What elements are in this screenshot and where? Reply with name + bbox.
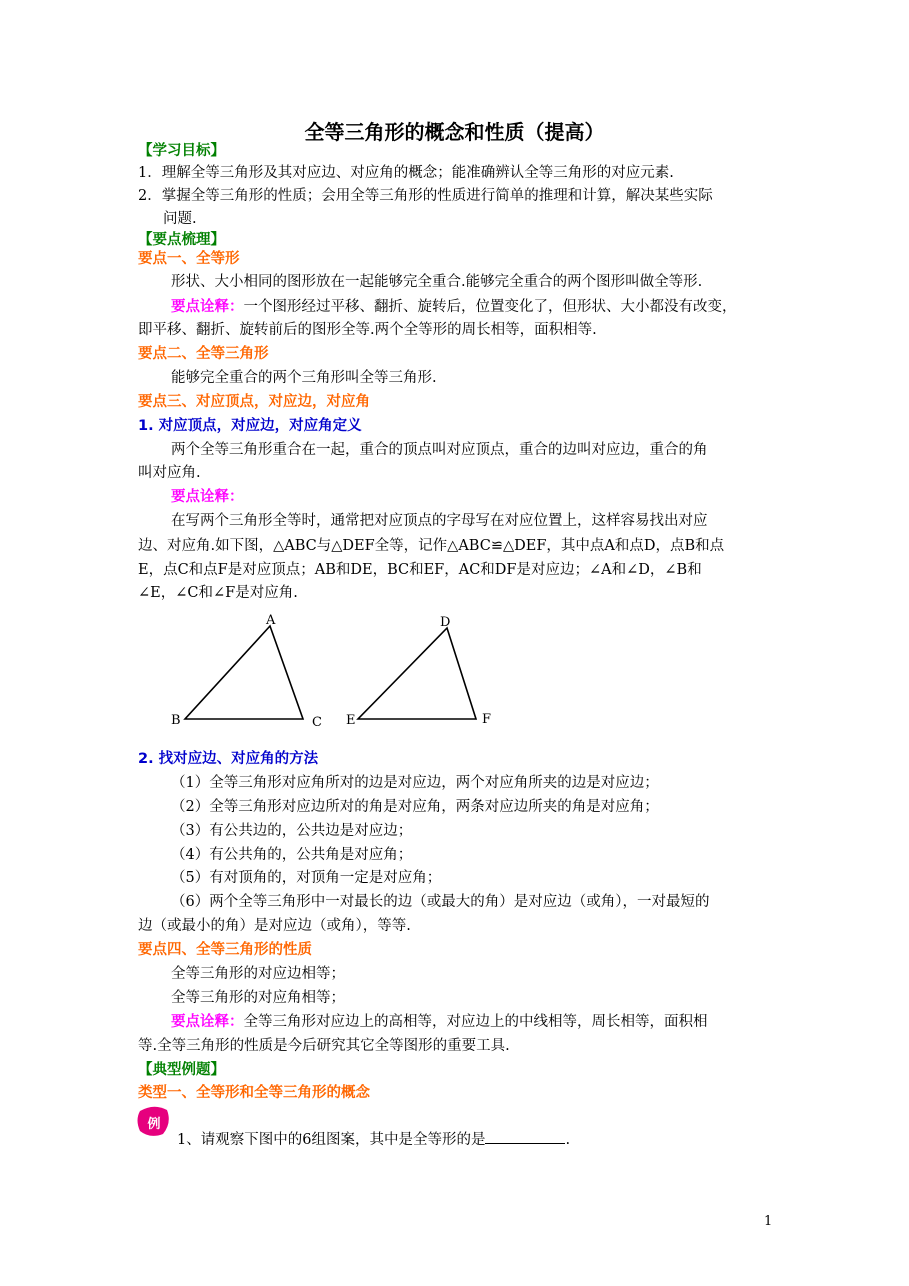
key-point-4-line-1: 全等三角形的对应边相等； (171, 966, 345, 982)
key-point-3-note-line-2: 边、对应角.如下图，△ABC与△DEF全等，记作△ABC≌△DEF，其中点A和点D，点B和点 (138, 538, 725, 554)
vertex-label-a: A (266, 613, 276, 628)
example-1-end: . (565, 1132, 571, 1148)
key-point-3-subtitle-1: 1. 对应顶点，对应边，对应角定义 (138, 418, 362, 434)
page-title: 全等三角形的概念和性质（提高） (304, 120, 605, 144)
key-point-1-note-text: 一个图形经过平移、翻折、旋转后，位置变化了，但形状、大小都没有改变， (243, 299, 737, 315)
objective-2-line-2: 问题. (163, 211, 197, 227)
vertex-label-e: E (346, 713, 356, 728)
congruent-triangles-figure (160, 606, 510, 736)
note-label: 要点诠释： (171, 299, 244, 315)
triangle-abc (185, 626, 303, 719)
method-2: （2）全等三角形对应边所对的角是对应角，两条对应边所夹的角是对应角； (171, 799, 659, 815)
method-6-line-1: （6）两个全等三角形中一对最长的边（或最大的角）是对应边（或角），一对最短的 (171, 894, 710, 910)
method-4: （4）有公共角的，公共角是对应角； (171, 847, 413, 863)
key-point-1-note-line-2: 即平移、翻折、旋转前后的图形全等.两个全等形的周长相等，面积相等. (138, 322, 597, 338)
method-3: （3）有公共边的，公共边是对应边； (171, 823, 413, 839)
key-point-4-note-line-2: 等.全等三角形的性质是今后研究其它全等图形的重要工具. (138, 1038, 510, 1054)
objective-1: 1．理解全等三角形及其对应边、对应角的概念；能准确辨认全等三角形的对应元素. (138, 165, 674, 181)
key-point-3-note-label: 要点诠释： (171, 489, 244, 505)
key-point-3-note-line-3: E，点C和点F是对应顶点；AB和DE，BC和EF，AC和DF是对应边；∠A和∠D，∠B和 (138, 562, 702, 578)
key-point-3-definition-line-1: 两个全等三角形重合在一起，重合的顶点叫对应顶点，重合的边叫对应边，重合的角 (171, 442, 708, 458)
example-1-text: 1、请观察下图中的6组图案，其中是全等形的是 (177, 1132, 486, 1148)
page-number: 1 (764, 1214, 773, 1229)
method-6-line-2: 边（或最小的角）是对应边（或角），等等. (138, 918, 411, 934)
key-point-3-note-line-1: 在写两个三角形全等时，通常把对应顶点的字母写在对应位置上，这样容易找出对应 (171, 513, 708, 529)
key-point-1-text: 形状、大小相同的图形放在一起能够完全重合.能够完全重合的两个图形叫做全等形. (171, 274, 703, 290)
key-point-3-title: 要点三、对应顶点，对应边，对应角 (138, 394, 370, 410)
example-badge-icon (136, 1105, 172, 1139)
method-1: （1）全等三角形对应角所对的边是对应边，两个对应角所夹的边是对应边； (171, 775, 659, 791)
key-point-4-line-2: 全等三角形的对应角相等； (171, 990, 345, 1006)
example-1-question (177, 1129, 570, 1150)
key-point-4-note-text: 全等三角形对应边上的高相等，对应边上的中线相等，周长相等，面积相 (243, 1014, 708, 1030)
key-point-1-note-line-1 (171, 297, 737, 317)
examples-header: 【典型例题】 (138, 1062, 225, 1078)
key-point-2-text: 能够完全重合的两个三角形叫全等三角形. (171, 370, 437, 386)
objective-2-line-1: 2．掌握全等三角形的性质；会用全等三角形的性质进行简单的推理和计算，解决某些实际 (138, 188, 713, 204)
method-5: （5）有对顶角的，对顶角一定是对应角； (171, 870, 442, 886)
vertex-label-d: D (440, 615, 451, 630)
type-1-title: 类型一、全等形和全等三角形的概念 (138, 1085, 370, 1101)
key-point-4-title: 要点四、全等三角形的性质 (138, 942, 312, 958)
triangle-def (358, 628, 476, 719)
key-point-3-subtitle-2: 2. 找对应边、对应角的方法 (138, 751, 319, 767)
key-point-4-note-line-1 (171, 1012, 708, 1032)
vertex-label-c: C (312, 715, 322, 730)
vertex-label-b: B (171, 713, 181, 728)
example-badge-label: 例 (147, 1117, 161, 1132)
key-point-2-title: 要点二、全等三角形 (138, 346, 269, 362)
objectives-header: 【学习目标】 (138, 143, 225, 159)
key-points-header: 【要点梳理】 (138, 232, 225, 248)
key-point-3-note-line-4: ∠E，∠C和∠F是对应角. (138, 585, 298, 601)
key-point-1-title: 要点一、全等形 (138, 251, 240, 267)
vertex-label-f: F (482, 712, 492, 727)
note-label: 要点诠释： (171, 1014, 244, 1030)
key-point-3-definition-line-2: 叫对应角. (138, 465, 201, 481)
answer-blank[interactable] (485, 1129, 565, 1144)
